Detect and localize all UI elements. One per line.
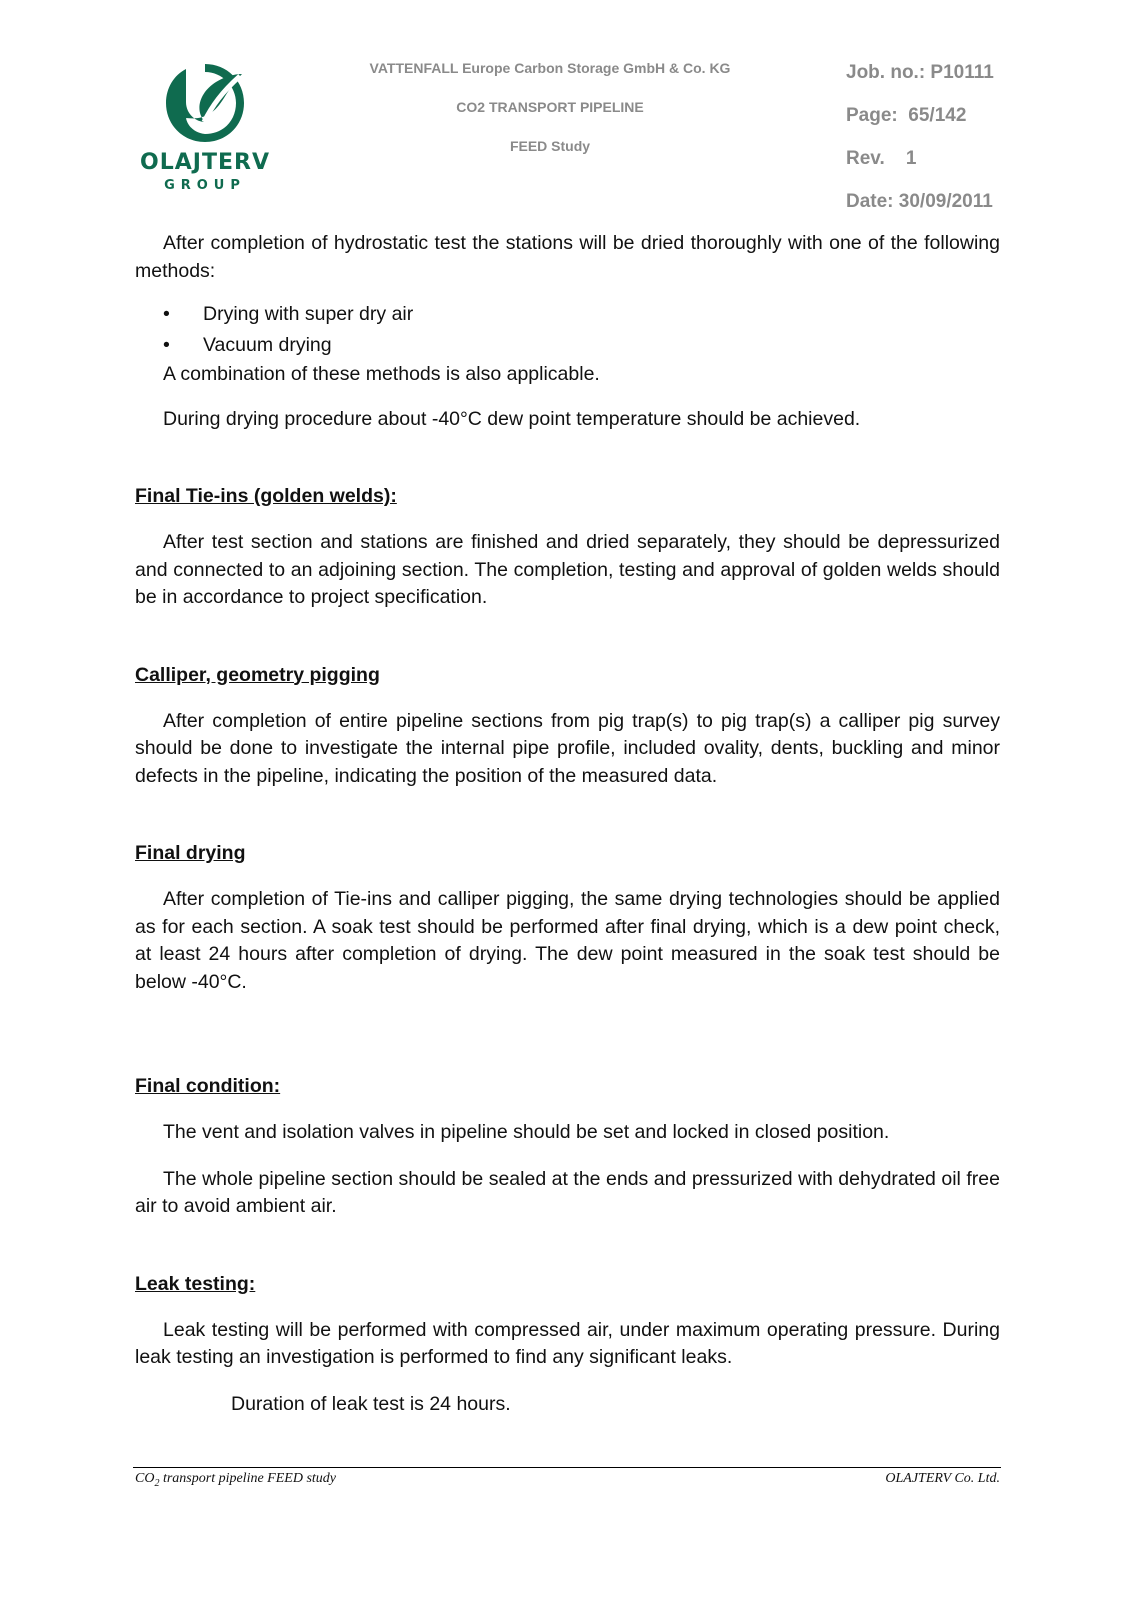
section-heading-calliper: Calliper, geometry pigging [135,663,380,686]
project-name: CO2 TRANSPORT PIPELINE [456,99,644,115]
drying-methods-list [135,299,1000,361]
section-paragraph: Leak testing will be performed with compressed air, under maximum operating pressure. During leak testing an investigation is performed to find any significant leaks. [135,1318,1000,1368]
company-logo [140,62,280,202]
duration-paragraph: Duration of leak test is 24 hours. [231,1392,511,1415]
footer-divider [133,1467,1001,1468]
combination-paragraph: A combination of these methods is also applicable. [163,363,600,385]
section-heading-final-condition: Final condition: [135,1075,281,1097]
document-header-center [300,60,800,177]
list-item: • Vacuum drying [135,330,1000,361]
document-date: Date: 30/09/2011 [846,191,993,212]
leaf-logo-icon [164,62,246,144]
revision: Rev. 1 [846,148,917,169]
section-heading-leak-testing: Leak testing: [135,1272,256,1295]
page-number: Page: 65/142 [846,105,967,126]
logo-group-text: GROUP [164,178,246,193]
document-meta [846,62,1106,234]
section-paragraph: The vent and isolation valves in pipeline should be set and locked in closed position. [163,1121,890,1143]
job-number: Job. no.: P10111 [846,62,994,83]
section-heading-final-drying: Final drying [135,842,246,864]
logo-brand-text: OLAJTERV [140,150,270,175]
company-name: VATTENFALL Europe Carbon Storage GmbH & Co. KG [369,60,731,76]
section-paragraph: After completion of entire pipeline sections from pig trap(s) to pig trap(s) a calliper pig survey should be done to investigate the internal pipe profile, included ovality, dents, buckling and minor defects in the pipeline, indicating the position of the measured data. [135,709,1000,787]
footer-document-title: $CO_2$ transport pipeline FEED study [135,1471,336,1489]
study-name: FEED Study [509,138,591,154]
list-item: • Drying with super dry air [135,299,1000,330]
section-heading-tie-ins: Final Tie-ins (golden welds): [135,485,397,507]
section-paragraph: After completion of Tie-ins and calliper pigging, the same drying technologies should be applied as for each section. A soak test should be performed after final drying, which is a dew point check, at least 24 hours after completion of drying. The dew point measured in the soak test should be below -40°C. [135,888,1000,993]
page-content [135,230,1000,1418]
intro-paragraph: After completion of hydrostatic test the stations will be dried thoroughly with one of the following methods: [135,232,1000,282]
footer-company: OLAJTERV Co. Ltd. [885,1471,1000,1486]
page-header [0,0,1132,230]
dewpoint-paragraph: During drying procedure about -40°C dew point temperature should be achieved. [163,407,861,430]
section-paragraph: After test section and stations are finished and dried separately, they should be depressurized and connected to an adjoining section. The completion, testing and approval of golden welds should be in accordance to project specification. [135,531,1000,608]
section-paragraph: The whole pipeline section should be sealed at the ends and pressurized with dehydrated oil free air to avoid ambient air. [135,1167,1000,1217]
bullet-icon: • [163,303,170,325]
bullet-icon: • [163,334,170,356]
